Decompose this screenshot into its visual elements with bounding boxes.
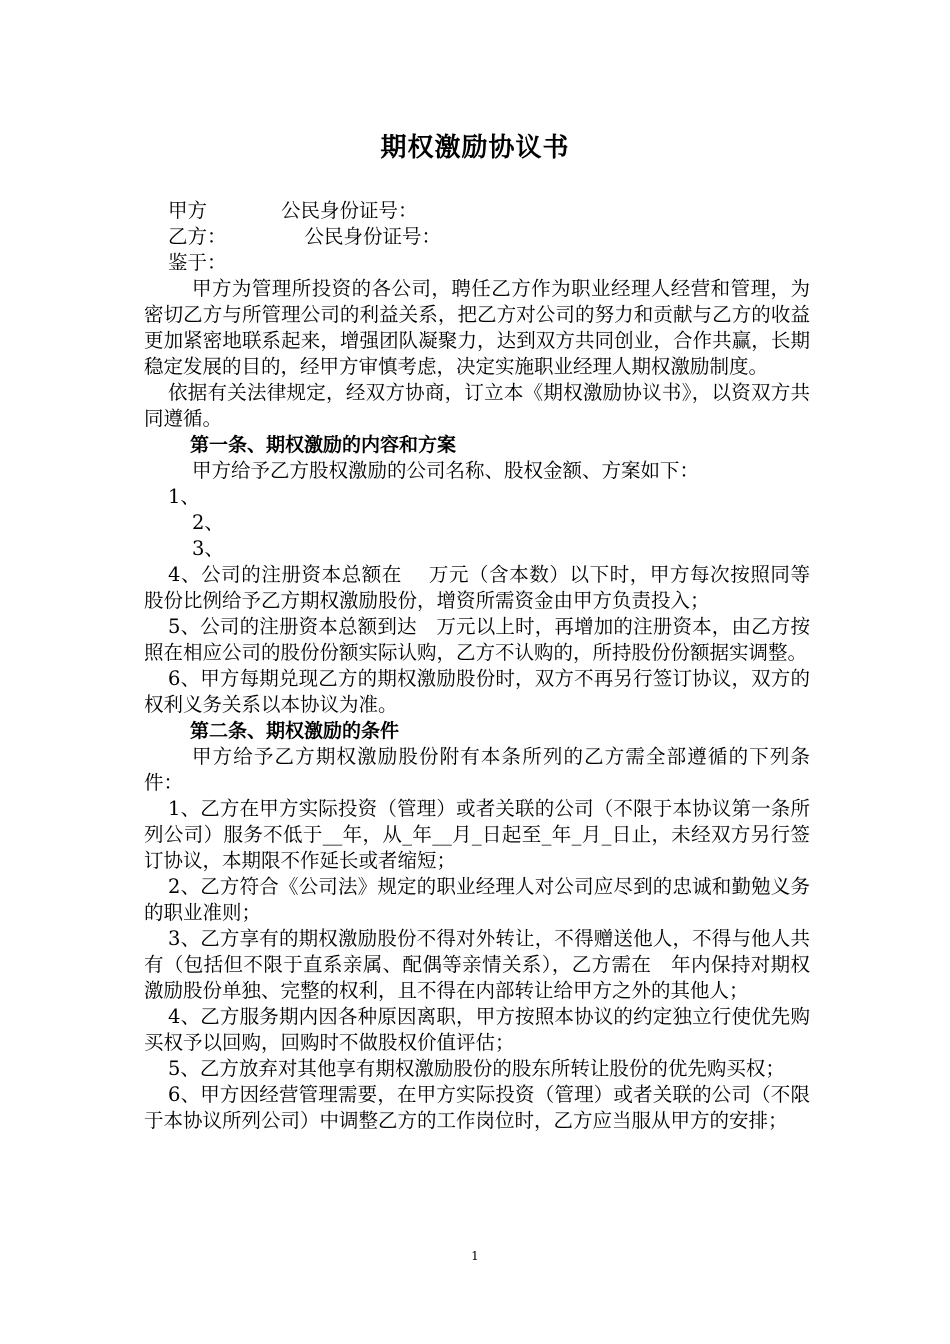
article1-item-5: 5、公司的注册资本总额到达 万元以上时，再增加的注册资本，由乙方按照在相应公司的股份份额实际认购，乙方不认购的，所持股份份额据实调整。 [144,615,810,664]
party-b-label: 乙方： [168,225,227,248]
article1-item-2: 2、 [192,511,224,534]
document-title: 期权激励协议书 [380,133,570,163]
article1-item-6: 6、甲方每期兑现乙方的期权激励股份时，双方不再另行签订协议，双方的权利义务关系以本协议为准。 [144,667,810,716]
whereas-label: 鉴于： [168,251,227,274]
preamble-paragraph: 甲方为管理所投资的各公司，聘任乙方作为职业经理人经营和管理，为密切乙方与所管理公司的利益关系，把乙方对公司的努力和贡献与乙方的收益更加紧密地联系起来，增强团队凝聚力，达到双方共同创业，合作共赢，长期稳定发展的目的，经甲方审慎考虑，决定实施职业经理人期权激励制度。 [144,277,810,378]
party-a-id-label: 公民身份证号： [281,199,418,222]
article1-item-4: 4、公司的注册资本总额在 万元（含本数）以下时，甲方每次按照同等股份比例给予乙方期权激励股份，增资所需资金由甲方负责投入； [144,563,810,612]
article1-item-3: 3、 [192,537,224,560]
article2-intro: 甲方给予乙方期权激励股份附有本条所列的乙方需全部遵循的下列条件： [144,745,810,794]
article2-item-3: 3、乙方享有的期权激励股份不得对外转让，不得赠送他人，不得与他人共有（包括但不限于直系亲属、配偶等亲情关系），乙方需在 年内保持对期权激励股份单独、完整的权利，且不得在内部转让给甲方之外的其他人； [144,927,810,1002]
party-a-line [144,198,810,224]
article2-item-2: 2、乙方符合《公司法》规定的职业经理人对公司应尽到的忠诚和勤勉义务的职业准则； [144,875,810,924]
party-b-id-label: 公民身份证号： [304,225,442,248]
basis-paragraph: 依据有关法律规定，经双方协商，订立本《期权激励协议书》，以资双方共同遵循。 [144,381,810,430]
article1-item-1: 1、 [168,485,200,508]
party-a-label: 甲方 [168,199,208,222]
article2-item-4: 4、乙方服务期内因各种原因离职，甲方按照本协议的约定独立行使优先购买权予以回购，回购时不做股权价值评估； [144,1005,810,1054]
document-body [144,198,810,1134]
article1-heading: 第一条、期权激励的内容和方案 [190,434,457,456]
article2-item-5: 5、乙方放弃对其他享有期权激励股份的股东所转让股份的优先购买权； [168,1057,785,1080]
page-number: 1 [471,1249,479,1263]
article2-item-6: 6、甲方因经营管理需要，在甲方实际投资（管理）或者关联的公司（不限于本协议所列公司）中调整乙方的工作岗位时，乙方应当服从甲方的安排； [144,1083,810,1132]
article2-heading: 第二条、期权激励的条件 [190,720,400,742]
article2-item-1: 1、乙方在甲方实际投资（管理）或者关联的公司（不限于本协议第一条所列公司）服务不低于__年，从_年__月_日起至_年_月_日止，未经双方另行签订协议，本期限不作延长或者缩短； [144,797,810,872]
article1-intro: 甲方给予乙方股权激励的公司名称、股权金额、方案如下： [192,459,700,482]
party-b-line [144,224,810,250]
